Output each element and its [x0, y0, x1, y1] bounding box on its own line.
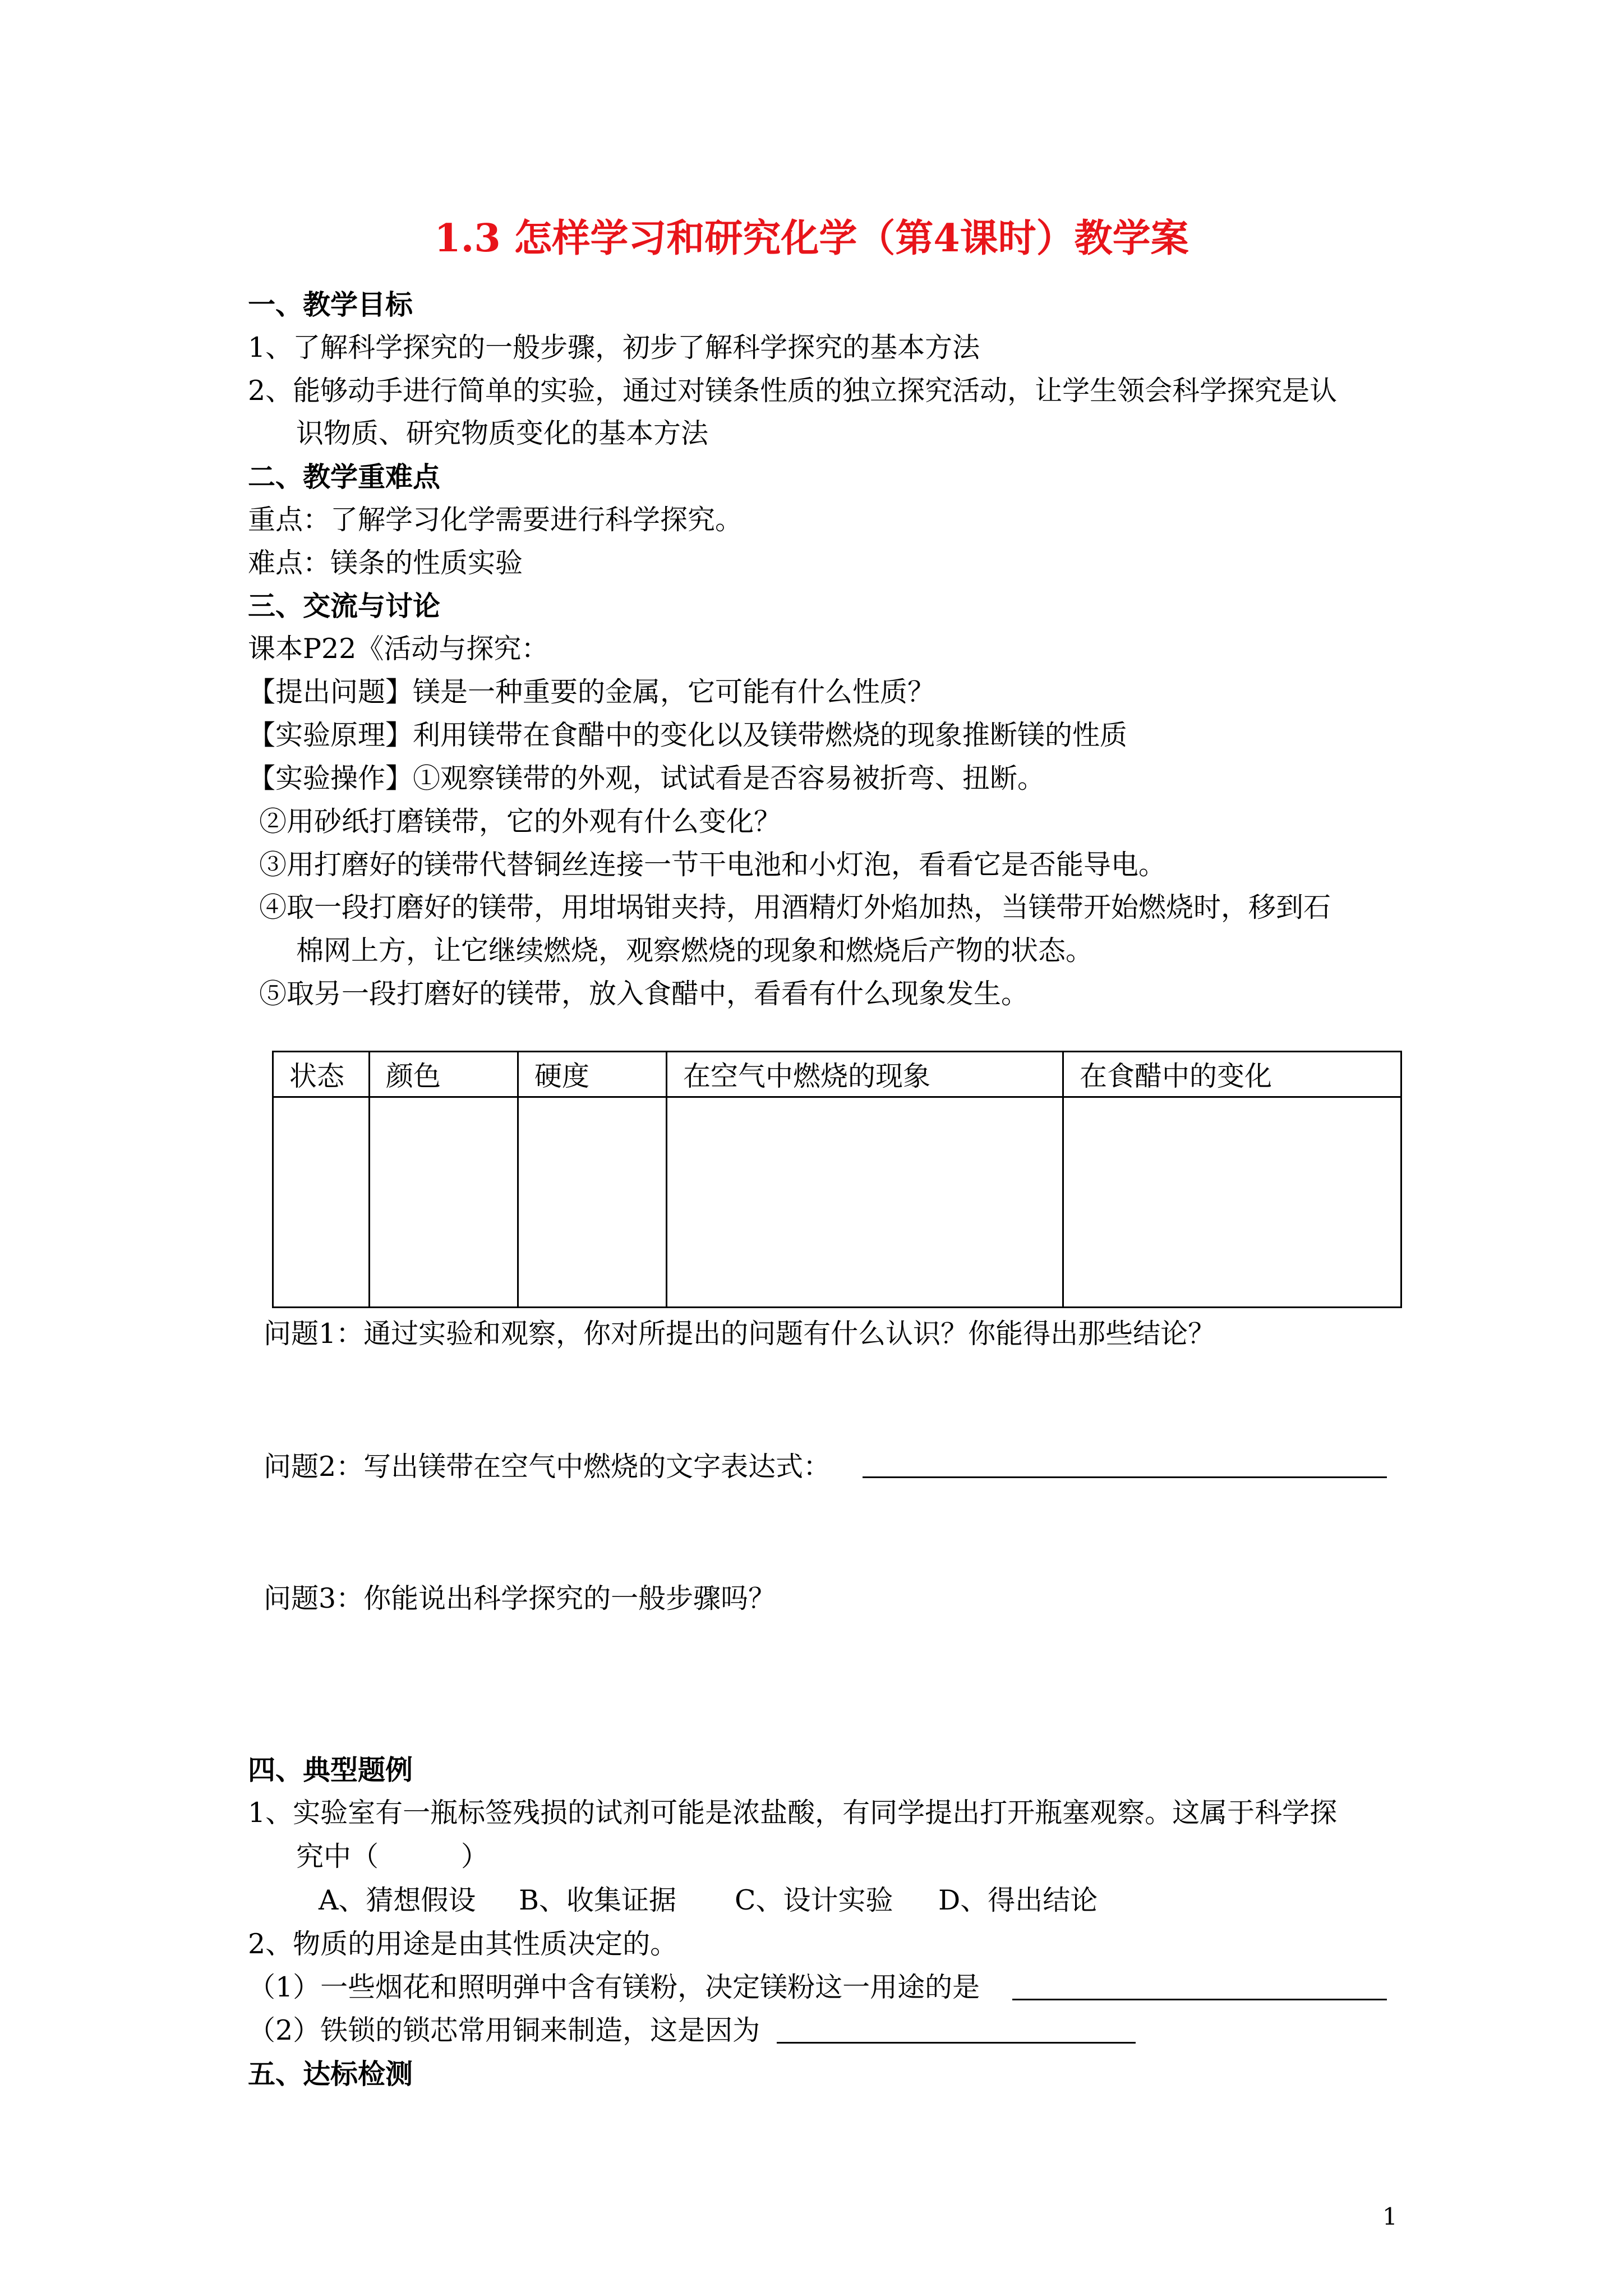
table-header-cell: 在食醋中的变化: [1063, 1052, 1401, 1097]
example-2: 2、物质的用途是由其性质决定的。: [248, 1928, 678, 1960]
table-header-cell: 状态: [273, 1052, 370, 1097]
question-2: 问题2：写出镁带在空气中燃烧的文字表达式：: [264, 1451, 831, 1483]
objective-item-1: 1、了解科学探究的一般步骤，初步了解科学探究的基本方法: [248, 332, 980, 364]
key-point: 重点：了解学习化学需要进行科学探究。: [248, 504, 743, 536]
page-number: 1: [1382, 2203, 1398, 2230]
table-header-cell: 颜色: [370, 1052, 518, 1097]
operation-step-2: ②用砂纸打磨镁带，它的外观有什么变化？: [259, 806, 782, 838]
objective-item-2-line-2: 识物质、研究物质变化的基本方法: [296, 417, 709, 449]
experiment-operation: 【实验操作】①观察镁带的外观，试试看是否容易被折弯、扭断。: [248, 762, 1045, 794]
example-2-part-1: （1）一些烟花和照明弹中含有镁粉，决定镁粉这一用途的是: [248, 1971, 980, 2003]
difficult-point: 难点：镁条的性质实验: [248, 547, 523, 579]
option-b: B、收集证据: [519, 1884, 677, 1916]
option-d: D、得出结论: [938, 1884, 1098, 1916]
example-2-part-1-blank[interactable]: [1012, 1999, 1387, 2000]
operation-step-4-line-2: 棉网上方，让它继续燃烧，观察燃烧的现象和燃烧后产物的状态。: [296, 935, 1094, 967]
experiment-principle: 【实验原理】利用镁带在食醋中的变化以及镁带燃烧的现象推断镁的性质: [248, 719, 1128, 751]
table-answer-row: [273, 1097, 1401, 1308]
section-heading-key-points: 二、教学重难点: [248, 461, 441, 493]
observation-table: [272, 1051, 1402, 1308]
example-2-part-2: （2）铁锁的锁芯常用铜来制造，这是因为: [248, 2014, 760, 2046]
objective-item-2-line-1: 2、能够动手进行简单的实验，通过对镁条性质的独立探究活动，让学生领会科学探究是认: [248, 375, 1338, 407]
example-1-line-2: 究中（ ）: [296, 1841, 489, 1872]
example-2-part-2-blank[interactable]: [777, 2042, 1136, 2044]
table-answer-cell[interactable]: [1063, 1097, 1401, 1308]
operation-step-4-line-1: ④取一段打磨好的镁带，用坩埚钳夹持，用酒精灯外焰加热，当镁带开始燃烧时，移到石: [259, 891, 1331, 923]
question-2-answer-blank[interactable]: [863, 1476, 1387, 1478]
table-answer-cell[interactable]: [667, 1097, 1063, 1308]
table-header-cell: 在空气中燃烧的现象: [667, 1052, 1063, 1097]
table-header-cell: 硬度: [518, 1052, 667, 1097]
question-1: 问题1：通过实验和观察，你对所提出的问题有什么认识？你能得出那些结论？: [264, 1318, 1216, 1350]
example-1-line-1: 1、实验室有一瓶标签残损的试剂可能是浓盐酸，有同学提出打开瓶塞观察。这属于科学探: [248, 1797, 1338, 1829]
operation-step-5: ⑤取另一段打磨好的镁带，放入食醋中，看看有什么现象发生。: [259, 978, 1029, 1010]
table-answer-cell[interactable]: [370, 1097, 518, 1308]
table-answer-cell[interactable]: [273, 1097, 370, 1308]
question-3: 问题3：你能说出科学探究的一般步骤吗？: [264, 1582, 776, 1614]
table-header-row: [273, 1052, 1401, 1097]
option-c: C、设计实验: [735, 1884, 893, 1916]
section-heading-discussion: 三、交流与讨论: [248, 590, 441, 622]
section-heading-assessment: 五、达标检测: [248, 2058, 413, 2090]
document-title: 1.3 怎样学习和研究化学（第4课时）教学案: [434, 216, 1189, 261]
section-heading-objectives: 一、教学目标: [248, 288, 413, 321]
operation-step-3: ③用打磨好的镁带代替铜丝连接一节干电池和小灯泡，看看它是否能导电。: [259, 849, 1166, 881]
table-answer-cell[interactable]: [518, 1097, 667, 1308]
raise-question: 【提出问题】镁是一种重要的金属，它可能有什么性质？: [248, 676, 935, 708]
section-heading-examples: 四、典型题例: [248, 1754, 413, 1786]
textbook-reference: 课本P22《活动与探究：: [248, 633, 549, 665]
option-a: A、猜想假设: [319, 1884, 476, 1916]
